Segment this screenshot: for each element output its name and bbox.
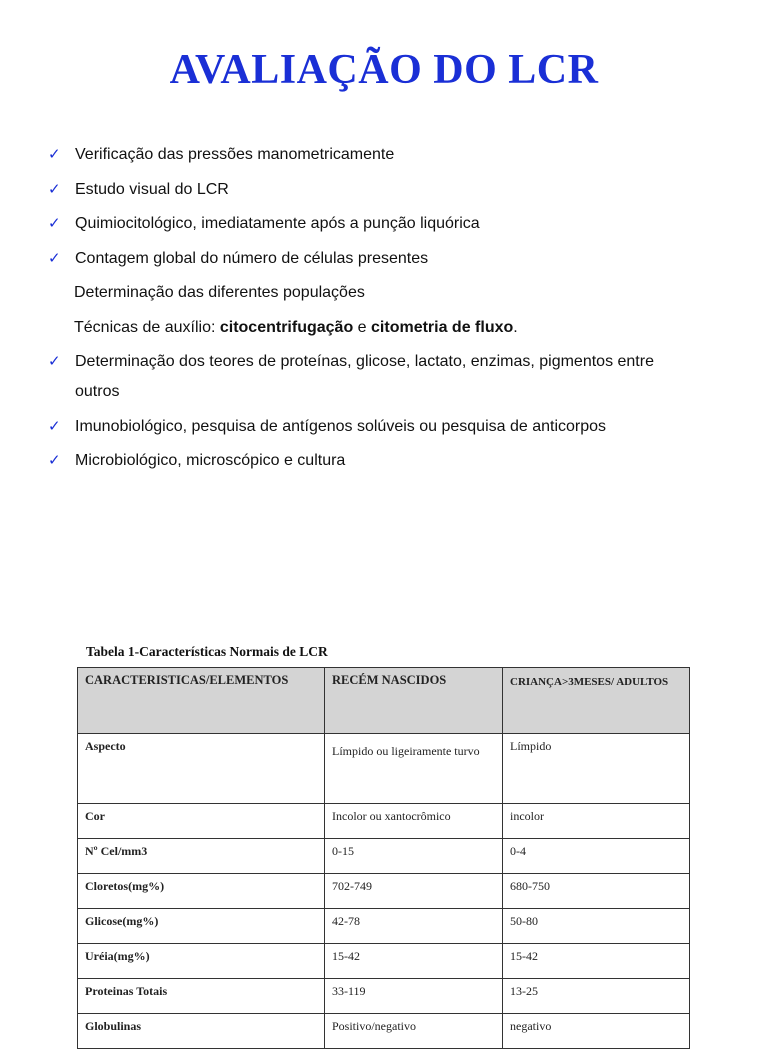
table-cell: Positivo/negativo — [325, 1014, 503, 1049]
list-item-text: Microbiológico, microscópico e cultura — [75, 452, 346, 469]
list-item-text: Quimiocitológico, imediatamente após a punção liquórica — [75, 215, 480, 232]
column-header: CRIANÇA>3MESES/ ADULTOS — [503, 668, 690, 734]
checkmark-icon: ✓ — [48, 417, 61, 435]
table-row — [78, 874, 690, 909]
table-cell: Límpido — [503, 734, 690, 804]
table-cell: 50-80 — [503, 909, 690, 944]
list-item — [44, 446, 744, 476]
table-cell: 13-25 — [503, 979, 690, 1014]
table-cell: 0-15 — [325, 839, 503, 874]
table-row — [78, 734, 690, 804]
bullet-list — [44, 140, 744, 481]
table-cell: 42-78 — [325, 909, 503, 944]
list-item — [44, 209, 744, 239]
table-cell: 33-119 — [325, 979, 503, 1014]
checkmark-icon: ✓ — [48, 215, 61, 232]
sub-item — [44, 313, 744, 343]
list-item — [44, 244, 744, 274]
lcr-table — [77, 667, 690, 1049]
table-row — [78, 909, 690, 944]
checkmark-icon: ✓ — [48, 353, 61, 370]
table-cell: negativo — [503, 1014, 690, 1049]
list-item-text-continued: outros — [75, 383, 120, 400]
column-header: RECÉM NASCIDOS — [325, 668, 503, 734]
checkmark-icon: ✓ — [48, 180, 61, 198]
table-cell-label: Aspecto — [78, 734, 325, 804]
table-cell: Límpido ou ligeiramente turvo — [325, 734, 503, 804]
list-item-text: Imunobiológico, pesquisa de antígenos solúveis ou pesquisa de anticorpos — [75, 417, 607, 435]
sub-item-bold-term: citocentrifugação — [219, 318, 354, 336]
table-cell-label: Uréia(mg%) — [78, 944, 325, 979]
list-item-text: Contagem global do número de células presentes — [75, 249, 429, 267]
sub-item — [44, 278, 744, 308]
table-caption: Tabela 1-Características Normais de LCR — [86, 644, 328, 659]
table-cell: 15-42 — [503, 944, 690, 979]
list-item — [44, 140, 744, 170]
list-item-text: Determinação dos teores de proteínas, glicose, lactato, enzimas, pigmentos entre — [75, 353, 654, 370]
list-item — [44, 412, 744, 442]
table-cell: 15-42 — [325, 944, 503, 979]
table-row — [78, 1014, 690, 1049]
table-cell-label: Cor — [78, 804, 325, 839]
list-item — [44, 175, 744, 205]
table-cell: 0-4 — [503, 839, 690, 874]
table-cell: Incolor ou xantocrômico — [325, 804, 503, 839]
table-cell: incolor — [503, 804, 690, 839]
list-item-text: Verificação das pressões manometricamente — [75, 146, 395, 163]
sub-item-suffix: . — [513, 318, 518, 336]
table-row — [78, 839, 690, 874]
table-cell: 680-750 — [503, 874, 690, 909]
sub-item-text: Determinação das diferentes populações — [74, 284, 365, 301]
checkmark-icon: ✓ — [48, 249, 61, 267]
sub-item-connector: e — [353, 318, 372, 336]
table-cell-label: Proteinas Totais — [78, 979, 325, 1014]
table-cell-label: Globulinas — [78, 1014, 325, 1049]
list-item — [44, 347, 744, 407]
sub-item-prefix: Técnicas de auxílio: — [74, 318, 220, 336]
list-item-text: Estudo visual do LCR — [75, 180, 229, 198]
table-cell-label: Cloretos(mg%) — [78, 874, 325, 909]
checkmark-icon: ✓ — [48, 452, 61, 469]
checkmark-icon: ✓ — [48, 146, 61, 163]
page-title: AVALIAÇÃO DO LCR — [169, 47, 599, 93]
table-row — [78, 804, 690, 839]
table-cell-label: Nº Cel/mm3 — [78, 839, 325, 874]
table-row — [78, 944, 690, 979]
sub-item-bold-term: citometria de fluxo — [371, 318, 514, 336]
table-cell-label: Glicose(mg%) — [78, 909, 325, 944]
column-header: CARACTERISTICAS/ELEMENTOS — [78, 668, 325, 734]
table-header-row — [78, 668, 690, 734]
table-cell: 702-749 — [325, 874, 503, 909]
table-row — [78, 979, 690, 1014]
